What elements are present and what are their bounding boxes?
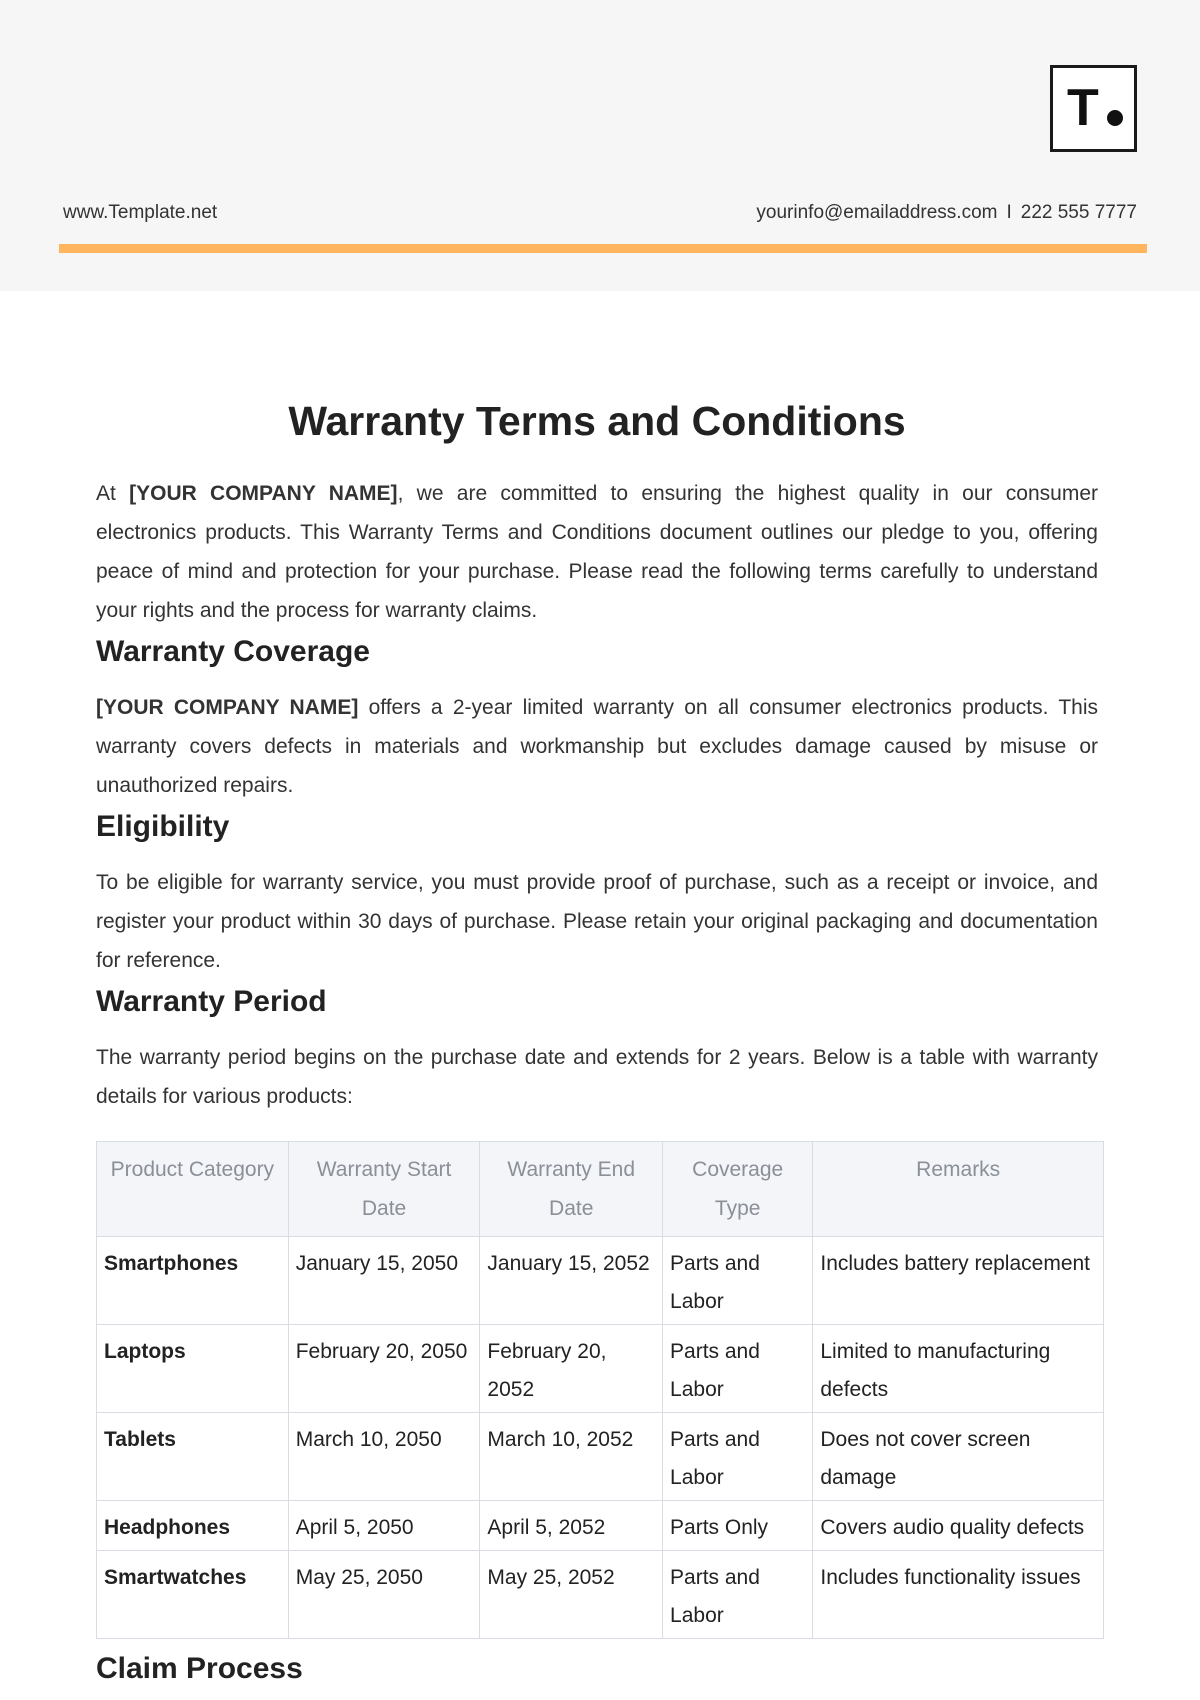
page-header: [0, 0, 1200, 291]
coverage-paragraph: [96, 688, 1098, 805]
product-category-cell: Smartwatches: [97, 1551, 289, 1639]
column-header: Warranty Start Date: [288, 1142, 480, 1237]
product-category-cell: Headphones: [97, 1501, 289, 1551]
company-logo: [1050, 65, 1137, 152]
table-row: [97, 1413, 1104, 1501]
contact-info: [756, 202, 1137, 224]
product-category-cell: Laptops: [97, 1325, 289, 1413]
warranty-table: [96, 1141, 1104, 1639]
column-header: Coverage Type: [663, 1142, 813, 1237]
email-link[interactable]: yourinfo@emailaddress.com: [756, 202, 998, 223]
coverage-type-cell: Parts and Labor: [663, 1325, 813, 1413]
start-date-cell: February 20, 2050: [288, 1325, 480, 1413]
eligibility-heading: Eligibility: [96, 810, 230, 843]
website-link[interactable]: www.Template.net: [63, 202, 218, 223]
table-header-row: [97, 1142, 1104, 1237]
remarks-cell: Includes functionality issues: [813, 1551, 1104, 1639]
coverage-text: offers a 2-year limited warranty on all consumer electronics products. This warranty covers defects in materials and workmanship but excludes damage caused by misuse or unauthorized repairs.: [96, 696, 1098, 797]
page-title: Warranty Terms and Conditions: [288, 398, 906, 444]
table-row: [97, 1551, 1104, 1639]
coverage-type-cell: Parts and Labor: [663, 1413, 813, 1501]
document-body: [96, 388, 1098, 1691]
company-name: [YOUR COMPANY NAME]: [96, 696, 359, 719]
start-date-cell: April 5, 2050: [288, 1501, 480, 1551]
end-date-cell: May 25, 2052: [480, 1551, 663, 1639]
claim-heading: Claim Process: [96, 1652, 303, 1685]
start-date-cell: March 10, 2050: [288, 1413, 480, 1501]
product-category-cell: Smartphones: [97, 1237, 289, 1325]
remarks-cell: Covers audio quality defects: [813, 1501, 1104, 1551]
end-date-cell: February 20, 2052: [480, 1325, 663, 1413]
logo-letter: T: [1067, 79, 1099, 137]
column-header: Warranty End Date: [480, 1142, 663, 1237]
table-row: [97, 1237, 1104, 1325]
start-date-cell: May 25, 2050: [288, 1551, 480, 1639]
company-name: [YOUR COMPANY NAME]: [129, 482, 398, 505]
end-date-cell: April 5, 2052: [480, 1501, 663, 1551]
intro-prefix: At: [96, 482, 130, 505]
end-date-cell: January 15, 2052: [480, 1237, 663, 1325]
remarks-cell: Includes battery replacement: [813, 1237, 1104, 1325]
period-heading: Warranty Period: [96, 985, 327, 1018]
column-header: Remarks: [813, 1142, 1104, 1237]
coverage-type-cell: Parts and Labor: [663, 1551, 813, 1639]
eligibility-paragraph: To be eligible for warranty service, you must provide proof of purchase, such as a receipt or invoice, and register your product within 30 days of purchase. Please retain your original packaging and documentation for reference.: [96, 871, 1098, 972]
coverage-heading: Warranty Coverage: [96, 635, 370, 668]
table-row: [97, 1325, 1104, 1413]
accent-divider: [59, 244, 1147, 253]
start-date-cell: January 15, 2050: [288, 1237, 480, 1325]
logo-dot-icon: [1107, 110, 1123, 126]
coverage-type-cell: Parts and Labor: [663, 1237, 813, 1325]
coverage-type-cell: Parts Only: [663, 1501, 813, 1551]
end-date-cell: March 10, 2052: [480, 1413, 663, 1501]
remarks-cell: Limited to manufacturing defects: [813, 1325, 1104, 1413]
table-row: [97, 1501, 1104, 1551]
period-paragraph: The warranty period begins on the purchase date and extends for 2 years. Below is a table with warranty details for various products:: [96, 1046, 1098, 1108]
product-category-cell: Tablets: [97, 1413, 289, 1501]
contact-separator: I: [1006, 202, 1012, 223]
intro-paragraph: [96, 474, 1098, 630]
intro-text: , we are committed to ensuring the highest quality in our consumer electronics products. This Warranty Terms and Conditions document outlines our pledge to you, offering peace of mind and protection for your purchase. Please read the following terms carefully to understand your rights and the process for warranty claims.: [96, 482, 1098, 622]
phone-number: 222 555 7777: [1020, 202, 1137, 223]
column-header: Product Category: [97, 1142, 289, 1237]
remarks-cell: Does not cover screen damage: [813, 1413, 1104, 1501]
